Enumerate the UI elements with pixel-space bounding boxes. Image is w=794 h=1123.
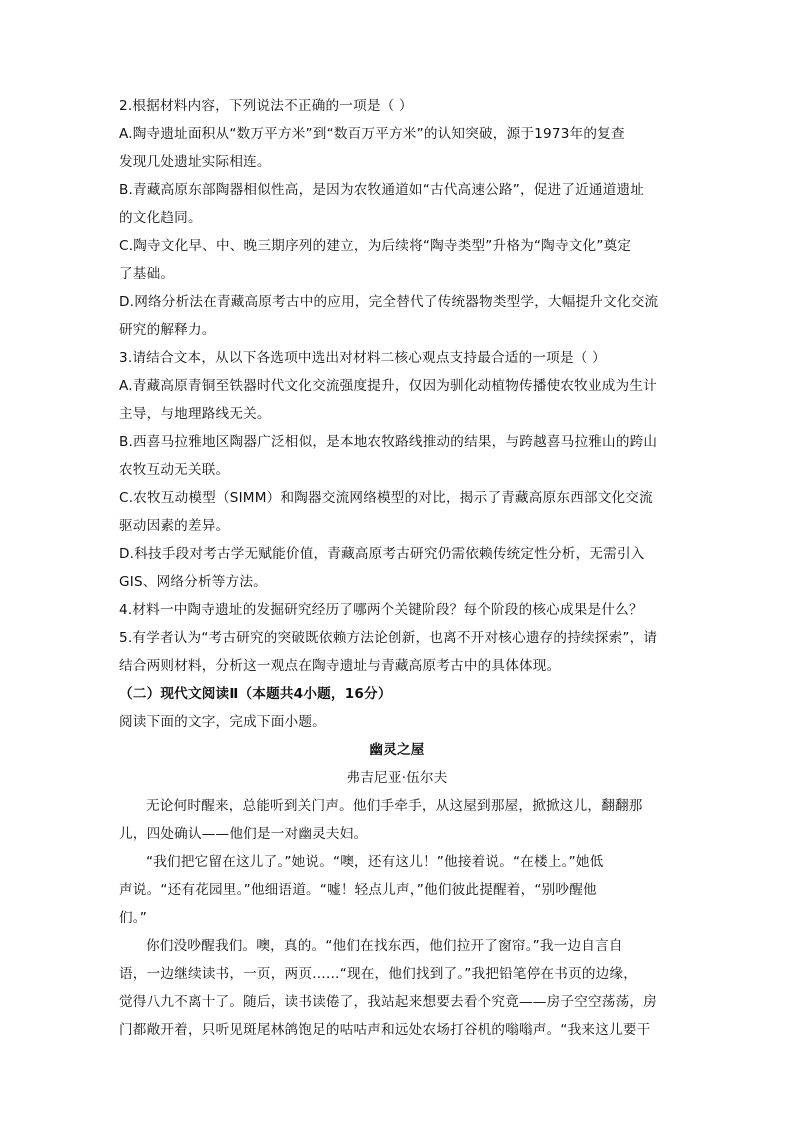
- question-3-option-a: A.青藏高原青铜至铁器时代文化交流强度提升，仅因为驯化动植物传播使农牧业成为生计: [119, 378, 657, 394]
- passage-paragraph-3-cont: 语，一边继续读书，一页，两页……“现在，他们找到了。”我把铅笔停在书页的边缘，: [119, 966, 638, 982]
- question-2-option-b-cont: 的文化趋同。: [119, 210, 202, 226]
- question-3-stem: 3.请结合文本，从以下各选项中选出对材料二核心观点支持最合适的一项是（ ）: [119, 350, 606, 366]
- question-2-option-a: A.陶寺遗址面积从“数万平方米”到“数百万平方米”的认知突破，源于1973年的复查: [119, 126, 625, 142]
- passage-paragraph-2: “我们把它留在这儿了。”她说。“噢，还有这儿！”他接着说。“在楼上。”她低: [146, 854, 604, 870]
- question-3-option-d-cont: GIS、网络分析等方法。: [119, 574, 267, 590]
- question-2-option-d: D.网络分析法在青藏高原考古中的应用，完全替代了传统器物类型学，大幅提升文化交流: [119, 294, 659, 310]
- section-instruction: 阅读下面的文字，完成下面小题。: [119, 714, 326, 730]
- question-2-option-c: C.陶寺文化早、中、晚三期序列的建立，为后续将“陶寺类型”升格为“陶寺文化”奠定: [119, 238, 632, 254]
- passage-paragraph-1: 无论何时醒来，总能听到关门声。他们手牵手，从这屋到那屋，掀掀这儿，翻翻那: [146, 798, 643, 814]
- question-2-stem: 2.根据材料内容，下列说法不正确的一项是（ ）: [119, 98, 413, 114]
- passage-title: 幽灵之屋: [369, 742, 425, 758]
- question-2-option-b: B.青藏高原东部陶器相似性高，是因为农牧通道如“古代高速公路”，促进了近通道遗址: [119, 182, 645, 198]
- question-5-cont: 结合两则材料，分析这一观点在陶寺遗址与青藏高原考古中的具体体现。: [119, 658, 561, 674]
- question-4: 4.材料一中陶寺遗址的发掘研究经历了哪两个关键阶段？每个阶段的核心成果是什么？: [119, 602, 643, 618]
- section-heading: （二）现代文阅读Ⅱ（本题共4小题，16分）: [119, 686, 392, 702]
- question-3-option-c: C.农牧互动模型（SIMM）和陶器交流网络模型的对比，揭示了青藏高原东西部文化交流: [119, 490, 653, 506]
- question-5: 5.有学者认为“考古研究的突破既依赖方法论创新，也离不开对核心遗存的持续探索”，请: [119, 630, 658, 646]
- passage-paragraph-2-cont: 们。”: [119, 910, 148, 926]
- question-3-option-c-cont: 驱动因素的差异。: [119, 518, 230, 534]
- question-3-option-b: B.西喜马拉雅地区陶器广泛相似，是本地农牧路线推动的结果，与跨越喜马拉雅山的跨山: [119, 434, 658, 450]
- document-body: [119, 92, 675, 1044]
- passage-paragraph-3-cont: 觉得八九不离十了。随后，读书读倦了，我站起来想要去看个究竟——房子空空荡荡，房: [119, 994, 657, 1010]
- question-2-option-a-cont: 发现几处遗址实际相连。: [119, 154, 271, 170]
- question-3-option-a-cont: 主导，与地理路线无关。: [119, 406, 271, 422]
- question-2-option-c-cont: 了基础。: [119, 266, 175, 282]
- question-3-option-b-cont: 农牧互动无关联。: [119, 462, 230, 478]
- question-3-option-d: D.科技手段对考古学无赋能价值，青藏高原考古研究仍需依赖传统定性分析，无需引入: [119, 546, 645, 562]
- passage-paragraph-3-cont: 门都敞开着，只听见斑尾林鸽饱足的咕咕声和远处农场打谷机的嗡嗡声。“我来这儿要干: [119, 1022, 651, 1038]
- passage-paragraph-3: 你们没吵醒我们。噢，真的。“他们在找东西，他们拉开了窗帘。”我一边自言自: [146, 938, 623, 954]
- question-2-option-d-cont: 研究的解释力。: [119, 322, 216, 338]
- passage-paragraph-1-cont: 儿，四处确认——他们是一对幽灵夫妇。: [119, 826, 368, 842]
- passage-paragraph-2-cont: 声说。“还有花园里。”他细语道。“嘘！轻点儿声，”他们彼此提醒着，“别吵醒他: [119, 882, 597, 898]
- passage-author: 弗吉尼亚·伍尔夫: [346, 770, 448, 786]
